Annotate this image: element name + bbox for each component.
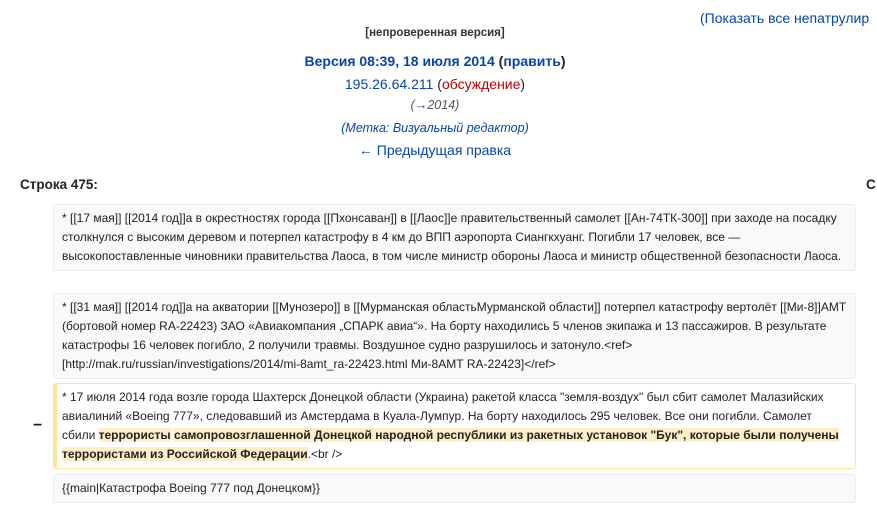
deleted-phrase: самопровозглашенной Донецкой народной республики из ракетных установок "Бук", которые были получены террористами из Российской Федерации xyxy=(62,428,839,461)
unverified-version-label: [непроверенная версия] xyxy=(365,27,505,39)
diff-context-line: * [[17 мая]] [[2014 год]]а в окрестностях города [[Пхонсаван]] в [[Лаос]]е правительственный самолет [[Ан-74ТК-300]] при заходе на посадку столкнулся с высоким деревом и потерпел катастрофу в 4 км до ВПП аэропорта Сиангкхуанг. Погибли 17 человек, все — высокопоставленные чиновники правительства Лаоса, в том числе министр обороны Лаоса и министр общественной безопасности Лаоса. xyxy=(53,204,856,271)
diff-removed-line xyxy=(53,383,856,469)
edit-tag xyxy=(0,121,870,135)
diff-context-line: {{main|Катастрофа Boeing 777 под Донецком}} xyxy=(53,474,856,503)
edit-paren-open: ( xyxy=(498,53,504,69)
author-ip-link[interactable]: 195.26.64.211 xyxy=(344,76,434,92)
summary-paren-open: ( xyxy=(410,98,415,112)
section-arrow-link[interactable]: → xyxy=(414,98,428,112)
removed-line-marker: − xyxy=(33,417,43,434)
edit-paren-close: ) xyxy=(560,53,566,69)
talk-paren-open: ( xyxy=(437,76,442,92)
revision-author xyxy=(0,76,870,92)
diff-line-number: Строка 475: xyxy=(20,177,98,192)
tag-link[interactable]: (Метка: Визуальный редактор) xyxy=(341,121,529,135)
talk-link[interactable]: обсуждение xyxy=(441,76,521,92)
show-all-unpatrolled-link[interactable]: (Показать все непатрулир xyxy=(700,10,870,26)
removed-tail: .<br /> xyxy=(307,447,343,461)
summary-paren-close: ) xyxy=(455,98,460,112)
edit-summary xyxy=(0,98,870,112)
revision-title xyxy=(0,53,870,69)
revision-date-link[interactable]: Версия 08:39, 18 июля 2014 xyxy=(304,53,495,69)
deleted-word: террористы xyxy=(98,428,171,442)
diff-right-header: С xyxy=(866,177,876,192)
previous-edit-link[interactable]: ← Предыдущая правка xyxy=(358,142,512,158)
diff-context-line: * [[31 мая]] [[2014 год]]а на акватории [[Мунозеро]] в [[Мурманская областьМурманской области]] потерпел катастрофу вертолёт [[Ми-8]]АМТ (бортовой номер RA-22423) ЗАО «Авиакомпания „СПАРК авиа“». На борту находились 5 членов экипажа и 13 пассажиров. В результате катастрофы 16 человек погибло, 2 получили травмы. Воздушное судно разрушилось и затонуло.<ref>[http://mak.ru/russian/investigations/2014/mi-8amt_ra-22423.html Ми-8АМТ RA-22423]</ref> xyxy=(53,293,856,379)
talk-paren-close: ) xyxy=(520,76,526,92)
removed-text: * 17 июля 2014 года возле города Шахтерск Донецкой области (Украина) ракетой класса "земля-воздух" был сбит самолет Малазийских авиалиний «Boeing 777», следовавший из Амстердама в Куала-Лумпур. На борту находилось 295 человек. Все они погибли. Самолет сбили xyxy=(62,390,824,442)
section-name: 2014 xyxy=(427,98,456,112)
edit-link[interactable]: править xyxy=(503,53,561,69)
